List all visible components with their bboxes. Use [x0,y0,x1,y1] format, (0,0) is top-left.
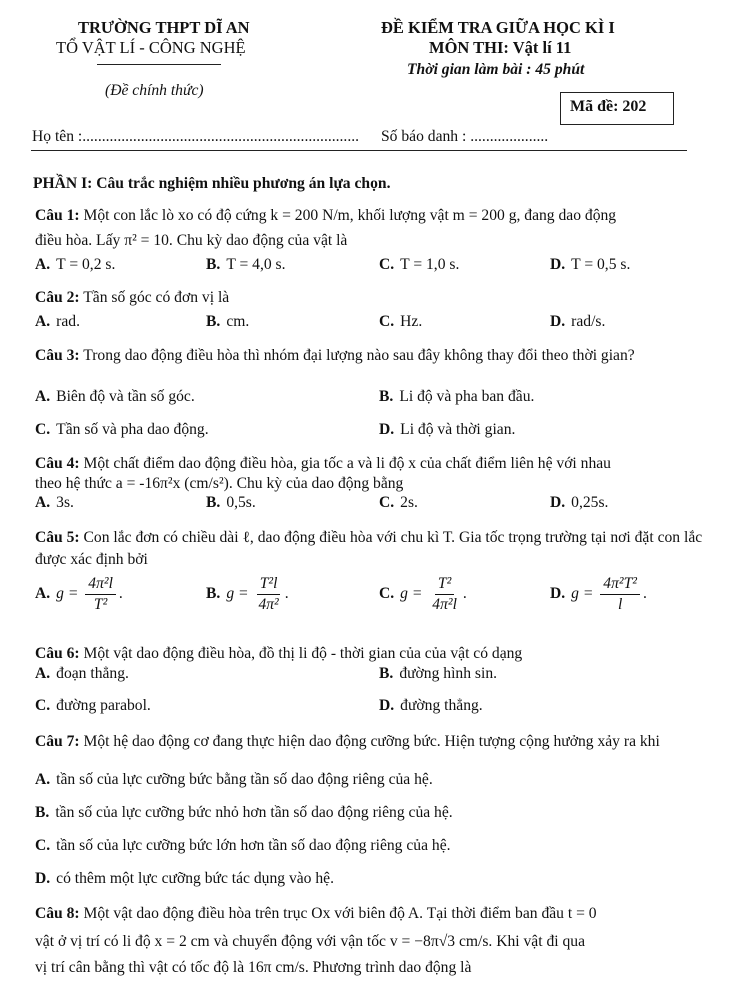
fraction: $\frac{\text{T²l}}{\text{4π²}}$ [258,575,279,613]
fraction: $\frac{\text{4π²T²}}{l}$ [600,574,640,615]
q1-option-d[interactable]: D. T = 0,5 s. [550,256,631,273]
q5-option-d[interactable]: D. g = $\frac{\text{4π²T²}}{l}$ . [550,575,647,613]
official-label: (Đề chính thức) [105,82,204,99]
question-8-line2: vật ở vị trí có li độ x = 2 cm và chuyển động với vận tốc v = −8π√3 cm/s. Khi vật đi qua [35,933,585,950]
exam-code: Mã đề: 202 [570,98,647,115]
q4-option-d[interactable]: D. 0,25s. [550,494,609,511]
q7-option-b[interactable]: B. tần số của lực cưỡng bức nhỏ hơn tần số dao động riêng của hệ. [35,804,453,821]
school-name: TRƯỜNG THPT DĨ AN [78,18,250,37]
q6-option-c[interactable]: C. đường parabol. [35,697,151,714]
name-field[interactable]: Họ tên :....................................................................... [32,128,360,145]
question-8: Câu 8: Một vật dao động điều hòa trên trục Ox với biên độ A. Tại thời điểm ban đầu t = 0 [35,905,597,922]
q4-option-a[interactable]: A. 3s. [35,494,74,511]
q3-option-c[interactable]: C. Tần số và pha dao động. [35,421,209,438]
question-8-line3: vị trí cân bằng thì vật có tốc độ là 16π cm/s. Phương trình dao động là [35,959,472,976]
question-4: Câu 4: Một chất điểm dao động điều hòa, gia tốc a và li độ x của chất điểm liên hệ với nhau [35,455,611,472]
question-label: Câu 1: [35,207,80,224]
q5-option-a[interactable]: A. g = $\frac{\text{4π²l}}{\text{T²}}$ . [35,575,123,613]
fraction: $\frac{\text{4π²l}}{\text{T²}}$ [85,574,116,615]
exam-title: ĐỀ KIỂM TRA GIỮA HỌC KÌ I [381,18,615,37]
q6-option-a[interactable]: A. đoạn thẳng. [35,665,129,682]
q2-option-b[interactable]: B. cm. [206,313,250,330]
question-5: Câu 5: Con lắc đơn có chiều dài ℓ, dao động điều hòa với chu kì T. Gia tốc trọng trường tại nơi đặt con lắc được xác định bởi [35,529,703,568]
section-title: PHẦN I: Câu trắc nghiệm nhiều phương án lựa chọn. [33,175,391,192]
q6-option-b[interactable]: B. đường hình sin. [379,665,498,682]
question-1-line2: điều hòa. Lấy π² = 10. Chu kỳ dao động của vật là [35,232,348,249]
question-text: Một con lắc lò xo có độ cứng k = 200 N/m, khối lượng vật m = 200 g, đang dao động [79,207,617,224]
q2-option-d[interactable]: D. rad/s. [550,313,606,330]
q1-option-c[interactable]: C. T = 1,0 s. [379,256,460,273]
q7-option-c[interactable]: C. tần số của lực cưỡng bức lớn hơn tần số dao động riêng của hệ. [35,837,451,854]
question-6: Câu 6: Một vật dao động điều hòa, đồ thị li độ - thời gian của của vật có dạng [35,645,523,662]
q7-option-d[interactable]: D. có thêm một lực cưỡng bức tác dụng vào hệ. [35,870,334,887]
fraction: $\frac{\text{T²}}{\text{4π²l}}$ [432,575,457,613]
q3-option-a[interactable]: A. Biên độ và tần số góc. [35,388,195,405]
exam-subject: MÔN THI: Vật lí 11 [429,38,572,57]
header-divider-left [97,64,221,65]
question-4-line2: theo hệ thức a = -16π²x (cm/s²). Chu kỳ của dao động bằng [35,475,404,492]
q3-option-d[interactable]: D. Li độ và thời gian. [379,421,516,438]
q2-option-c[interactable]: C. Hz. [379,313,423,330]
q1-option-a[interactable]: A. T = 0,2 s. [35,256,116,273]
department-name: TỔ VẬT LÍ - CÔNG NGHỆ [56,38,246,57]
q4-option-c[interactable]: C. 2s. [379,494,418,511]
q7-option-a[interactable]: A. tần số của lực cưỡng bức bằng tần số dao động riêng của hệ. [35,771,433,788]
q2-option-a[interactable]: A. rad. [35,313,80,330]
exam-duration: Thời gian làm bài : 45 phút [407,61,585,78]
question-1 [35,207,616,225]
q5-option-c[interactable]: C. g = $\frac{\text{T²}}{\text{4π²l}}$ . [379,575,467,613]
q6-option-d[interactable]: D. đường thẳng. [379,697,483,714]
q1-option-b[interactable]: B. T = 4,0 s. [206,256,286,273]
student-id-field[interactable]: Số báo danh : .................... [381,128,549,145]
q5-option-b[interactable]: B. g = $\frac{\text{T²l}}{\text{4π²}}$ . [206,575,289,613]
q3-option-b[interactable]: B. Li độ và pha ban đầu. [379,388,535,405]
q4-option-b[interactable]: B. 0,5s. [206,494,256,511]
header-bottom-rule [31,150,687,151]
question-2: Câu 2: Tần số góc có đơn vị là [35,289,230,306]
question-3: Câu 3: Trong dao động điều hòa thì nhóm đại lượng nào sau đây không thay đổi theo thời gian? [35,347,635,364]
question-7: Câu 7: Một hệ dao động cơ đang thực hiện dao động cưỡng bức. Hiện tượng cộng hưởng xảy ra khi [35,733,660,750]
